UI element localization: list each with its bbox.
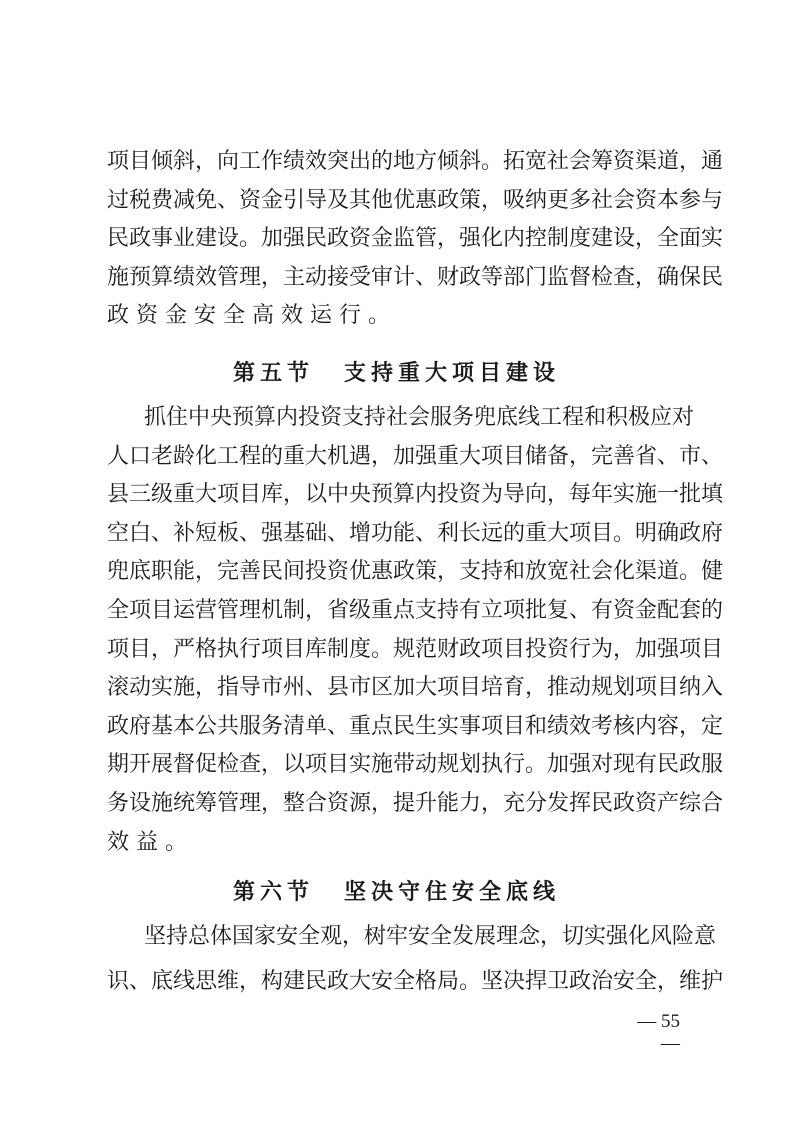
text-line: 项目倾斜，向工作绩效突出的地方倾斜。拓宽社会筹资渠道，通 <box>107 149 724 174</box>
text-line: 县三级重大项目库，以中央预算内投资为导向，每年实施一批填 <box>107 482 724 508</box>
text-line: 人口老龄化工程的重大机遇，加强重大项目储备，完善省、市、 <box>107 443 724 469</box>
paragraph-2 <box>107 399 724 862</box>
text-line: 识、底线思维，构建民政大安全格局。坚决捍卫政治安全，维护 <box>107 968 724 994</box>
text-line: 施预算绩效管理，主动接受审计、财政等部门监督检查，确保民 <box>107 264 724 290</box>
text-line: 民政事业建设。加强民政资金监管，强化内控制度建设，全面实 <box>107 226 724 252</box>
text-line: 政资金安全高效运行。 <box>107 303 398 329</box>
text-line: 期开展督促检查，以项目实施带动规划执行。加强对现有民政服 <box>107 752 724 778</box>
paragraph-3 <box>107 918 724 1001</box>
text-line: 全项目运营管理机制，省级重点支持有立项批复、有资金配套的 <box>107 597 724 623</box>
section-number: 第五节 <box>232 360 314 386</box>
text-line: 空白、补短板、强基础、增功能、利长远的重大项目。明确政府 <box>107 520 724 546</box>
section-title: 支持重大项目建设 <box>344 360 561 386</box>
text-line: 兜底职能，完善民间投资优惠政策，支持和放宽社会化渠道。健 <box>107 559 724 585</box>
text-line: 项目，严格执行项目库制度。规范财政项目投资行为，加强项目 <box>107 636 724 662</box>
text-line: 政府基本公共服务清单、重点民生实事项目和绩效考核内容，定 <box>107 713 724 739</box>
text-line: 抓住中央预算内投资支持社会服务兜底线工程和积极应对 <box>144 405 695 430</box>
section-number: 第六节 <box>232 879 314 905</box>
paragraph-1 <box>107 143 724 336</box>
text-line: 务设施统筹管理，整合资源，提升能力，充分发挥民政资产综合 <box>107 790 724 816</box>
page-number: — 55 — <box>637 1011 680 1054</box>
section-title: 坚决守住安全底线 <box>344 879 561 905</box>
section-heading-5 <box>0 358 793 388</box>
section-heading-6 <box>0 877 793 907</box>
text-line: 坚持总体国家安全观，树牢安全发展理念，切实强化风险意 <box>144 924 717 949</box>
text-line: 过税费减免、资金引导及其他优惠政策，吸纳更多社会资本参与 <box>107 187 724 213</box>
text-line: 效益。 <box>107 829 195 855</box>
text-line: 滚动实施，指导市州、县市区加大项目培育，推动规划项目纳入 <box>107 675 724 701</box>
